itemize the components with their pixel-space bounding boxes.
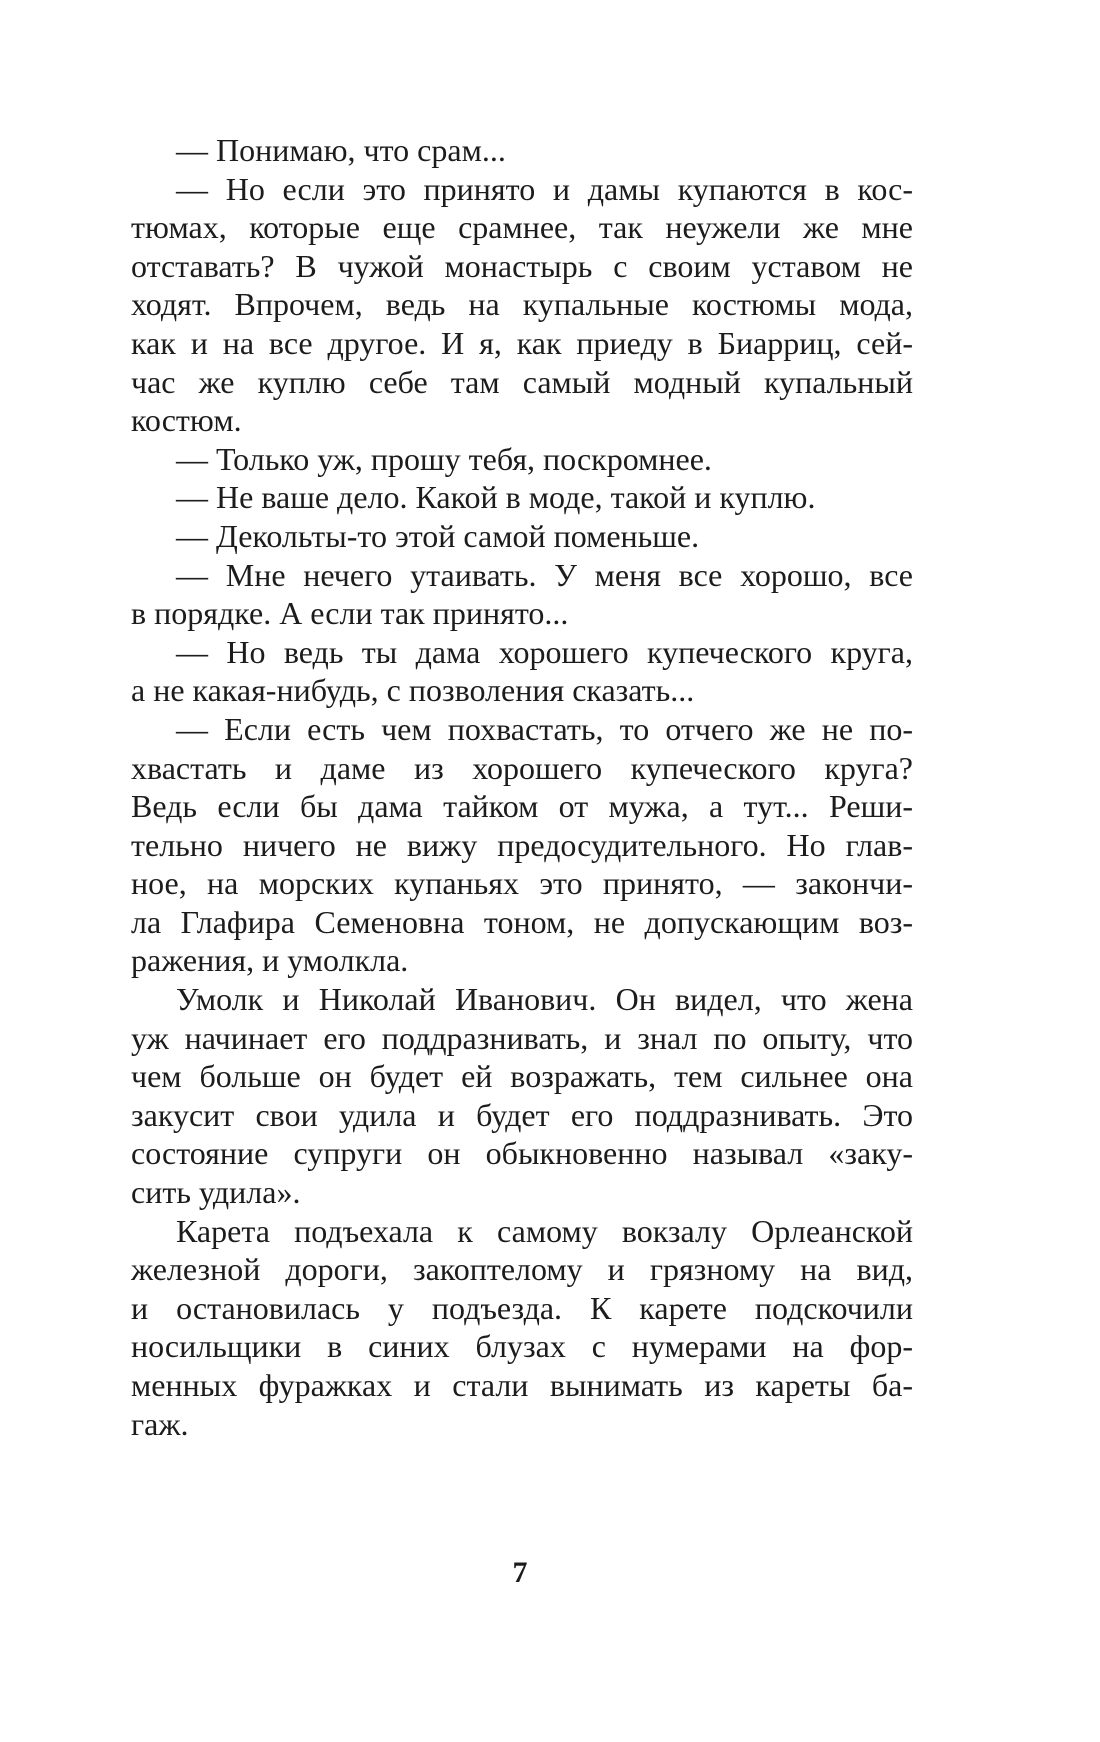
text-line: сить удила». bbox=[131, 1174, 301, 1211]
paragraph bbox=[131, 440, 913, 479]
text-line: ное, на морских купаньях это принято, — закончи- bbox=[131, 865, 913, 902]
page-number: 7 bbox=[512, 1556, 528, 1589]
text-line: час же куплю себе там самый модный купальный bbox=[131, 363, 913, 400]
text-line: а не какая-нибудь, с позволения сказать... bbox=[131, 672, 695, 709]
text-line: чем больше он будет ей возражать, тем сильнее она bbox=[131, 1058, 913, 1095]
text-line: гаж. bbox=[131, 1405, 189, 1442]
text-line: тельно ничего не вижу предосудительного. Но глав- bbox=[131, 826, 913, 863]
text-line: железной дороги, закоптелому и грязному на вид, bbox=[131, 1251, 913, 1288]
paragraph-first-line: — Если есть чем похвастать, то отчего же не по- bbox=[176, 710, 913, 747]
paragraph bbox=[131, 556, 913, 633]
paragraph bbox=[131, 131, 913, 170]
text-line: менных фуражках и стали вынимать из кареты ба- bbox=[131, 1367, 913, 1403]
paragraph-first-line: — Декольты-то этой самой поменьше. bbox=[176, 517, 700, 554]
text-line: уж начинает его поддразнивать, и знал по опыту, что bbox=[131, 1019, 913, 1056]
text-line: закусит свои удила и будет его поддразнивать. Это bbox=[131, 1096, 913, 1133]
text-line: ходят. Впрочем, ведь на купальные костюмы мода, bbox=[131, 286, 913, 323]
text-line: ла Глафира Семеновна тоном, не допускающим воз- bbox=[131, 903, 913, 940]
paragraph-first-line: — Только уж, прошу тебя, поскромнее. bbox=[176, 440, 712, 477]
text-line: отставать? В чужой монастырь с своим уставом не bbox=[131, 247, 913, 284]
paragraph bbox=[131, 170, 913, 440]
paragraph bbox=[131, 478, 913, 517]
paragraph-first-line: Карета подъехала к самому вокзалу Орлеанской bbox=[176, 1212, 913, 1249]
body-text bbox=[131, 131, 913, 1443]
text-line: в порядке. А если так принято... bbox=[131, 595, 569, 632]
paragraph-first-line: — Но ведь ты дама хорошего купеческого круга, bbox=[176, 633, 913, 670]
text-line: и остановилась у подъезда. К карете подскочили bbox=[131, 1289, 913, 1326]
paragraph-first-line: — Но если это принято и дамы купаются в кос- bbox=[176, 170, 913, 207]
text-line: хвастать и даме из хорошего купеческого круга? bbox=[131, 749, 913, 786]
paragraph-first-line: Умолк и Николай Иванович. Он видел, что жена bbox=[176, 981, 913, 1018]
paragraph bbox=[131, 517, 913, 556]
paragraph-first-line: — Понимаю, что срам... bbox=[176, 132, 506, 168]
text-line: Ведь если бы дама тайком от мужа, а тут... Реши- bbox=[131, 788, 913, 825]
paragraph bbox=[131, 710, 913, 980]
paragraph bbox=[131, 1212, 913, 1444]
paragraph-first-line: — Не ваше дело. Какой в моде, такой и куплю. bbox=[176, 479, 816, 516]
paragraph bbox=[131, 633, 913, 710]
text-line: носильщики в синих блузах с нумерами на фор- bbox=[131, 1328, 913, 1365]
text-line: как и на все другое. И я, как приеду в Биарриц, сей- bbox=[131, 324, 913, 361]
paragraph-first-line: — Мне нечего утаивать. У меня все хорошо, все bbox=[176, 556, 913, 593]
text-line: состояние супруги он обыкновенно называл «заку- bbox=[131, 1135, 913, 1172]
text-line: костюм. bbox=[131, 402, 242, 439]
text-line: тюмах, которые еще срамнее, так неужели же мне bbox=[131, 209, 913, 246]
paragraph bbox=[131, 980, 913, 1212]
text-line: ражения, и умолкла. bbox=[131, 942, 409, 979]
